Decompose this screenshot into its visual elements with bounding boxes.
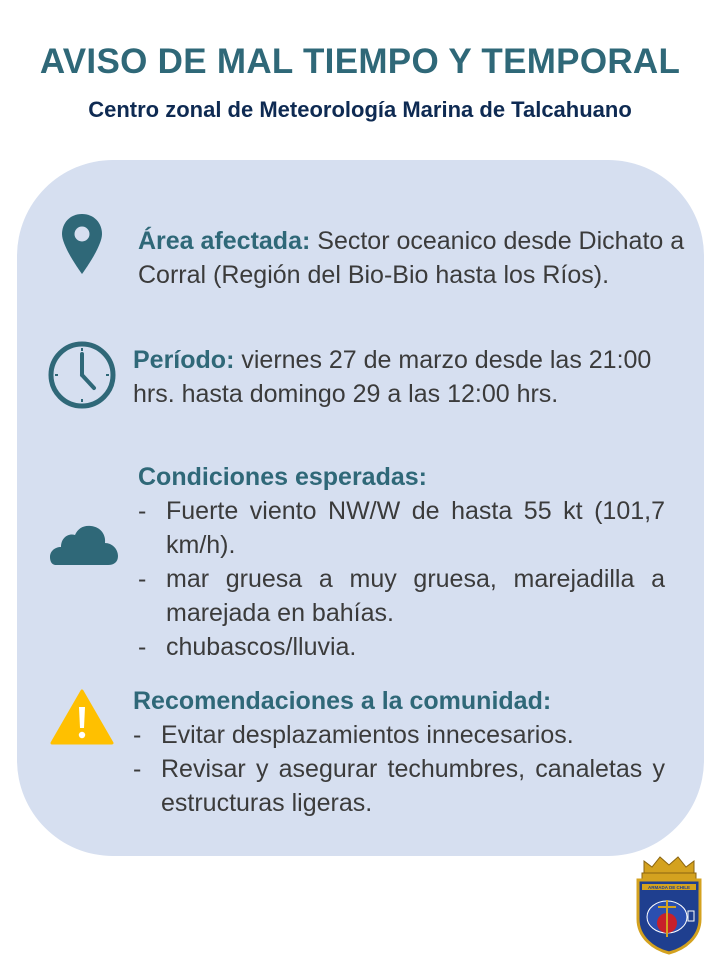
conditions-label: Condiciones esperadas: [138,463,427,491]
page-subtitle: Centro zonal de Meteorología Marina de Talcahuano [88,97,632,122]
bullet-dash: - [133,755,142,783]
period-text: viernes 27 de marzo desde las 21:00 hrs. hasta domingo 29 a las 12:00 hrs. [133,346,652,408]
period-block [133,343,668,411]
page-title: AVISO DE MAL TIEMPO Y TEMPORAL [39,42,681,81]
recommendations-list [133,718,665,820]
list-item-text: mar gruesa a muy gruesa, marejadilla a marejada en bahías. [166,565,665,627]
conditions-list [138,494,665,664]
list-item-text: chubascos/lluvia. [166,633,357,661]
list-item-text: Fuerte viento NW/W de hasta 55 kt (101,7 km/h). [166,497,665,559]
area-block [138,224,690,292]
list-item [138,494,665,562]
list-item [138,562,665,630]
conditions-block [138,460,665,664]
recommendations-label: Recomendaciones a la comunidad: [133,687,552,715]
location-pin-icon [61,213,103,275]
recommendations-block [133,684,665,820]
list-item [133,718,665,752]
list-item [138,630,665,664]
area-label: Área afectada: [138,227,311,255]
bullet-dash: - [138,497,147,525]
cloud-icon [50,524,120,566]
period-label: Período: [133,346,235,374]
area-text: Sector oceanico desde Dichato a Corral (Región del Bio-Bio hasta los Ríos). [138,227,685,289]
list-item-text: Revisar y asegurar techumbres, canaletas y estructuras ligeras. [161,755,665,817]
warning-icon [50,689,114,745]
bullet-dash: - [138,565,147,593]
crest-text: ARMADA DE CHILE [647,885,691,890]
bullet-dash: - [138,633,147,661]
list-item-text: Evitar desplazamientos innecesarios. [161,721,574,749]
list-item [133,752,665,820]
clock-icon [47,340,117,410]
navy-crest-icon [630,855,708,955]
bullet-dash: - [133,721,142,749]
